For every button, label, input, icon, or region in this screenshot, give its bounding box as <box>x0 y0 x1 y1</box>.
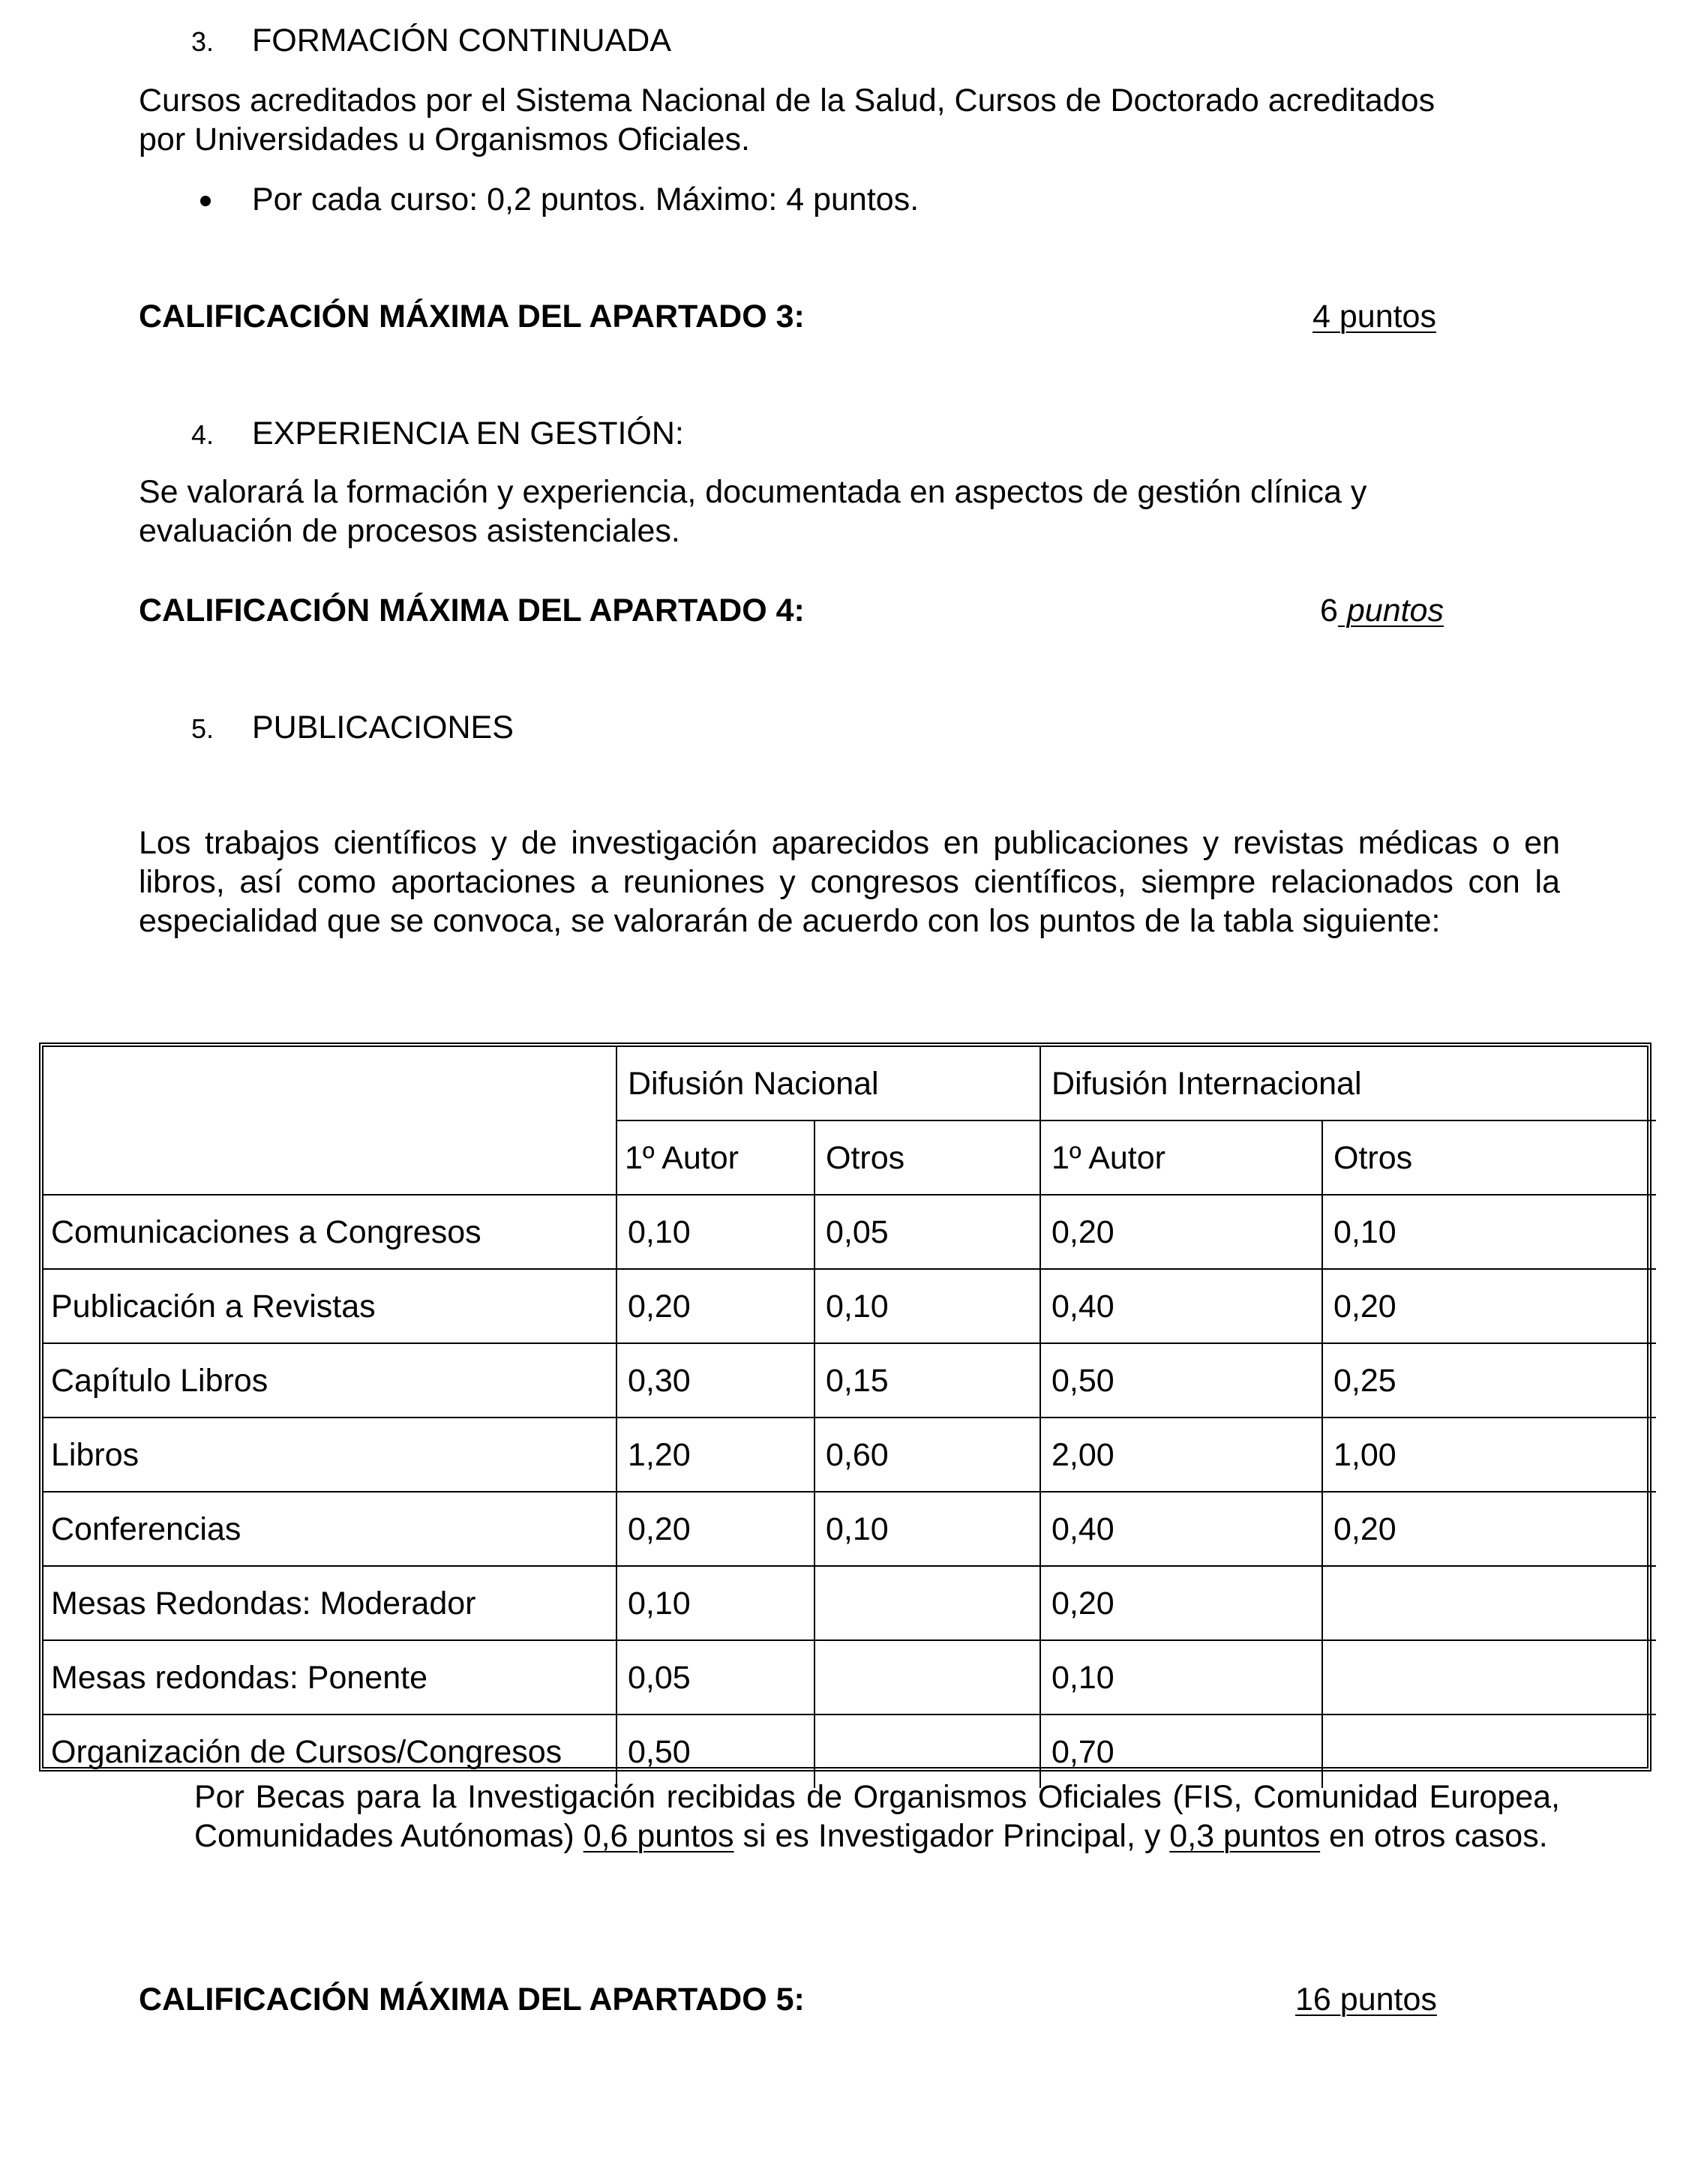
header-national: Difusión Nacional <box>616 1047 1040 1120</box>
section-3-paragraph <box>139 81 1560 159</box>
publications-table <box>39 1042 1652 1772</box>
row-label: Publicación a Revistas <box>44 1269 616 1343</box>
header-international: Difusión Internacional <box>1040 1047 1656 1120</box>
cell-international-first: 0,20 <box>1040 1195 1322 1269</box>
cell-international-first: 0,40 <box>1040 1492 1322 1566</box>
section-5-title: PUBLICACIONES <box>252 710 514 746</box>
cell-national-other: 0,15 <box>814 1343 1040 1418</box>
section-4-max-value <box>1320 591 1444 630</box>
section-4-title: EXPERIENCIA EN GESTIÓN: <box>252 416 684 452</box>
becas-value-principal: 0,6 puntos <box>583 1818 734 1854</box>
table-row <box>44 1343 1656 1418</box>
cell-international-first: 0,70 <box>1040 1714 1322 1788</box>
section-3-paragraph-line-2: por Universidades u Organismos Oficiales. <box>139 122 750 158</box>
section-4-max-value-number: 6 <box>1320 592 1338 628</box>
cell-national-first: 0,05 <box>616 1640 814 1714</box>
row-label: Organización de Cursos/Congresos <box>44 1714 616 1788</box>
cell-international-other: 1,00 <box>1322 1418 1656 1492</box>
section-3-title: FORMACIÓN CONTINUADA <box>252 22 671 58</box>
cell-international-first: 0,20 <box>1040 1566 1322 1640</box>
table-row <box>44 1269 1656 1343</box>
cell-national-first: 0,50 <box>616 1714 814 1788</box>
becas-text-start: Por Becas para la Investigación recibidas de Organismos Oficiales (FIS, Comunidad Europea, Comunidades Autónomas) <box>194 1779 1560 1854</box>
section-5-max-label: CALIFICACIÓN MÁXIMA DEL APARTADO 5: <box>139 1982 805 2018</box>
cell-national-other: 0,60 <box>814 1418 1040 1492</box>
row-label: Mesas redondas: Ponente <box>44 1640 616 1714</box>
table-corner-cell <box>44 1047 616 1195</box>
section-5-max-value: 16 puntos <box>1295 1982 1437 2018</box>
bullet-icon <box>200 196 211 206</box>
cell-national-first: 0,10 <box>616 1566 814 1640</box>
cell-international-first: 0,10 <box>1040 1640 1322 1714</box>
becas-text-end: en otros casos. <box>1320 1818 1548 1854</box>
cell-international-other: 0,20 <box>1322 1492 1656 1566</box>
cell-international-first: 2,00 <box>1040 1418 1322 1492</box>
table-row <box>44 1195 1656 1269</box>
cell-international-first: 0,50 <box>1040 1343 1322 1418</box>
cell-national-first: 0,30 <box>616 1343 814 1418</box>
table-header-row-groups <box>44 1047 1656 1120</box>
section-5-paragraph: Los trabajos científicos y de investigación aparecidos en publicaciones y revistas médicas o en libros, así como aportaciones a reuniones y congresos científicos, siempre relacionados con la especialidad que se convoca, se valorarán de acuerdo con los puntos de la tabla siguiente: <box>139 825 1560 939</box>
row-label: Libros <box>44 1418 616 1492</box>
section-4-paragraph <box>139 472 1560 550</box>
section-3-bullet-text: Por cada curso: 0,2 puntos. Máximo: 4 puntos. <box>252 182 920 218</box>
section-4-number: 4. <box>191 419 214 450</box>
header-international-others: Otros <box>1322 1120 1656 1195</box>
section-4-paragraph-line-2: evaluación de procesos asistenciales. <box>139 513 680 549</box>
cell-national-other: 0,10 <box>814 1269 1040 1343</box>
cell-national-other <box>814 1566 1040 1640</box>
cell-national-other: 0,10 <box>814 1492 1040 1566</box>
header-national-first-author: 1º Autor <box>616 1120 814 1195</box>
section-4-max-value-unit: puntos <box>1337 592 1444 628</box>
section-3-max-label: CALIFICACIÓN MÁXIMA DEL APARTADO 3: <box>139 298 805 334</box>
publications-score-table <box>44 1047 1656 1788</box>
cell-international-other: 0,10 <box>1322 1195 1656 1269</box>
table-row <box>44 1492 1656 1566</box>
cell-national-first: 0,20 <box>616 1269 814 1343</box>
section-3-paragraph-line-1: Cursos acreditados por el Sistema Nacional de la Salud, Cursos de Doctorado acreditados <box>139 82 1436 118</box>
cell-international-other <box>1322 1640 1656 1714</box>
cell-national-other: 0,05 <box>814 1195 1040 1269</box>
cell-national-other <box>814 1640 1040 1714</box>
cell-national-first: 1,20 <box>616 1418 814 1492</box>
row-label: Conferencias <box>44 1492 616 1566</box>
cell-national-first: 0,20 <box>616 1492 814 1566</box>
cell-international-other: 0,20 <box>1322 1269 1656 1343</box>
section-3-max-value: 4 puntos <box>1312 298 1436 334</box>
header-national-others: Otros <box>814 1120 1040 1195</box>
becas-value-others: 0,3 puntos <box>1169 1818 1321 1854</box>
becas-paragraph <box>194 1778 1560 1856</box>
table-row <box>44 1418 1656 1492</box>
row-label: Comunicaciones a Congresos <box>44 1195 616 1269</box>
table-row <box>44 1566 1656 1640</box>
header-international-first-author: 1º Autor <box>1040 1120 1322 1195</box>
section-4-max-label: CALIFICACIÓN MÁXIMA DEL APARTADO 4: <box>139 592 805 628</box>
table-row <box>44 1640 1656 1714</box>
becas-text-mid: si es Investigador Principal, y <box>734 1818 1170 1854</box>
section-3-number: 3. <box>191 26 214 57</box>
cell-national-first: 0,10 <box>616 1195 814 1269</box>
section-5-number: 5. <box>191 713 214 744</box>
row-label: Capítulo Libros <box>44 1343 616 1418</box>
section-4-paragraph-line-1: Se valorará la formación y experiencia, documentada en aspectos de gestión clínica y <box>139 474 1367 510</box>
cell-international-other <box>1322 1566 1656 1640</box>
row-label: Mesas Redondas: Moderador <box>44 1566 616 1640</box>
cell-international-other: 0,25 <box>1322 1343 1656 1418</box>
cell-international-first: 0,40 <box>1040 1269 1322 1343</box>
